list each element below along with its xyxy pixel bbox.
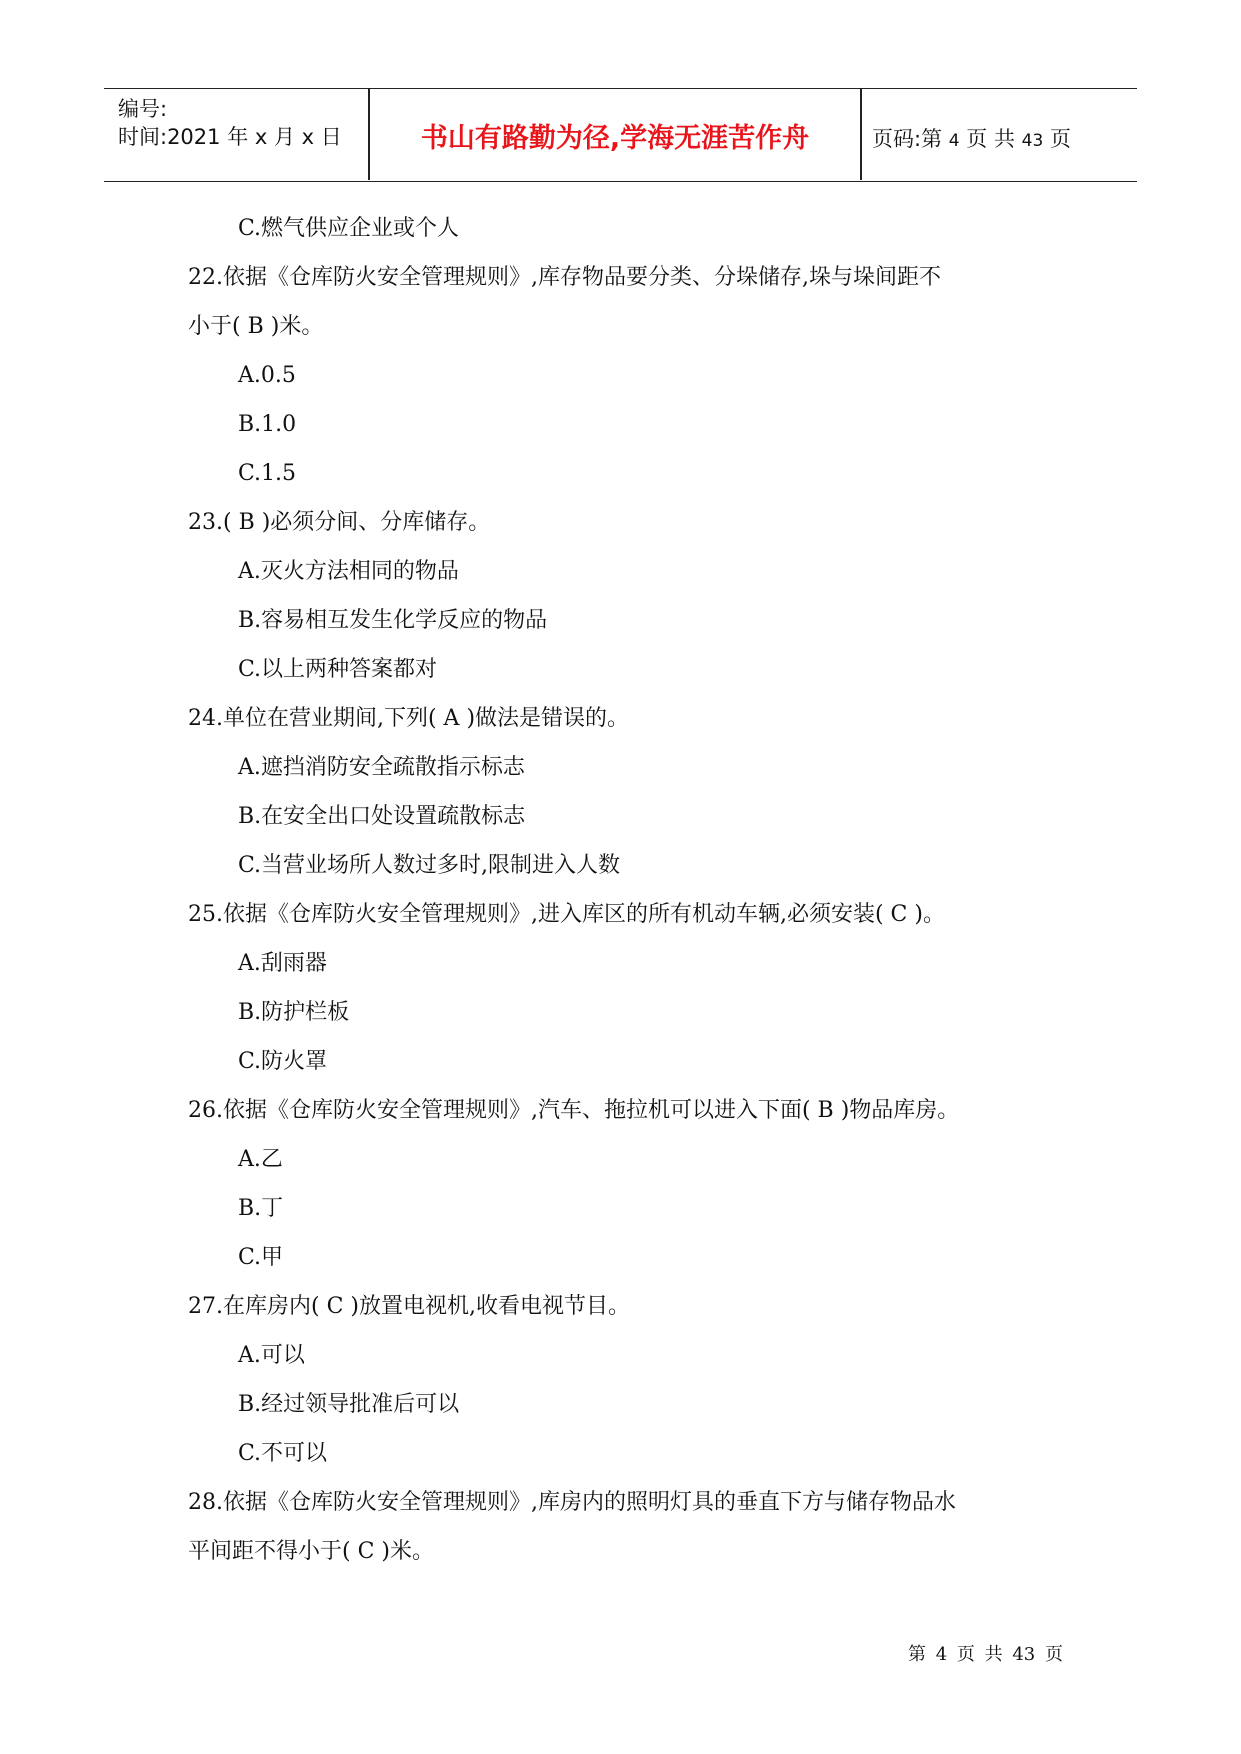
answer-option: B.防护栏板 [238,1000,350,1025]
document-time-label: 时间:2021 年 x 月 x 日 [118,125,342,149]
page-suffix: 页 [1049,127,1071,151]
answer-option: B.经过领导批准后可以 [238,1392,460,1417]
answer-option: B.1.0 [238,412,297,437]
question-text: 平间距不得小于( C )米。 [188,1539,434,1564]
question-text: 25.依据《仓库防火安全管理规则》,进入库区的所有机动车辆,必须安装( C )。 [188,902,945,927]
answer-option: A.乙 [238,1147,283,1172]
question-text: 28.依据《仓库防火安全管理规则》,库房内的照明灯具的垂直下方与储存物品水 [188,1490,956,1515]
page-mid: 页 共 [966,127,1015,151]
header-divider [860,89,862,180]
header-page-indicator [872,123,1071,153]
document-number-label: 编号: [118,97,168,121]
question-text: 23.( B )必须分间、分库储存。 [188,510,491,535]
answer-option: C.当营业场所人数过多时,限制进入人数 [238,853,621,878]
answer-option: A.刮雨器 [238,951,327,976]
answer-option: B.容易相互发生化学反应的物品 [238,608,548,633]
question-text: 26.依据《仓库防火安全管理规则》,汽车、拖拉机可以进入下面( B )物品库房。 [188,1098,960,1123]
header-motto: 书山有路勤为径,学海无涯苦作舟 [420,123,810,154]
question-text: 小于( B )米。 [188,314,324,339]
page-total: 43 [1021,131,1044,151]
header-meta [118,95,342,151]
page-footer: 第 4 页 共 43 页 [908,1644,1063,1665]
answer-option: A.遮挡消防安全疏散指示标志 [238,755,525,780]
answer-option: C.不可以 [238,1441,328,1466]
answer-option: C.以上两种答案都对 [238,657,438,682]
answer-option: B.丁 [238,1196,284,1221]
answer-option: A.灭火方法相同的物品 [238,559,459,584]
question-text: 24.单位在营业期间,下列( A )做法是错误的。 [188,706,630,731]
answer-option: C.甲 [238,1245,284,1270]
question-text: 22.依据《仓库防火安全管理规则》,库存物品要分类、分垛储存,垛与垛间距不 [188,265,941,290]
answer-option: A.0.5 [238,363,296,388]
answer-option: B.在安全出口处设置疏散标志 [238,804,526,829]
answer-option: C.燃气供应企业或个人 [238,216,460,241]
question-content [188,204,1088,1576]
answer-option: A.可以 [238,1343,305,1368]
page-header [104,88,1137,182]
question-text: 27.在库房内( C )放置电视机,收看电视节目。 [188,1294,630,1319]
answer-option: C.1.5 [238,461,297,486]
answer-option: C.防火罩 [238,1049,328,1074]
page-prefix: 页码:第 [872,127,943,151]
page-number: 4 [948,131,960,151]
